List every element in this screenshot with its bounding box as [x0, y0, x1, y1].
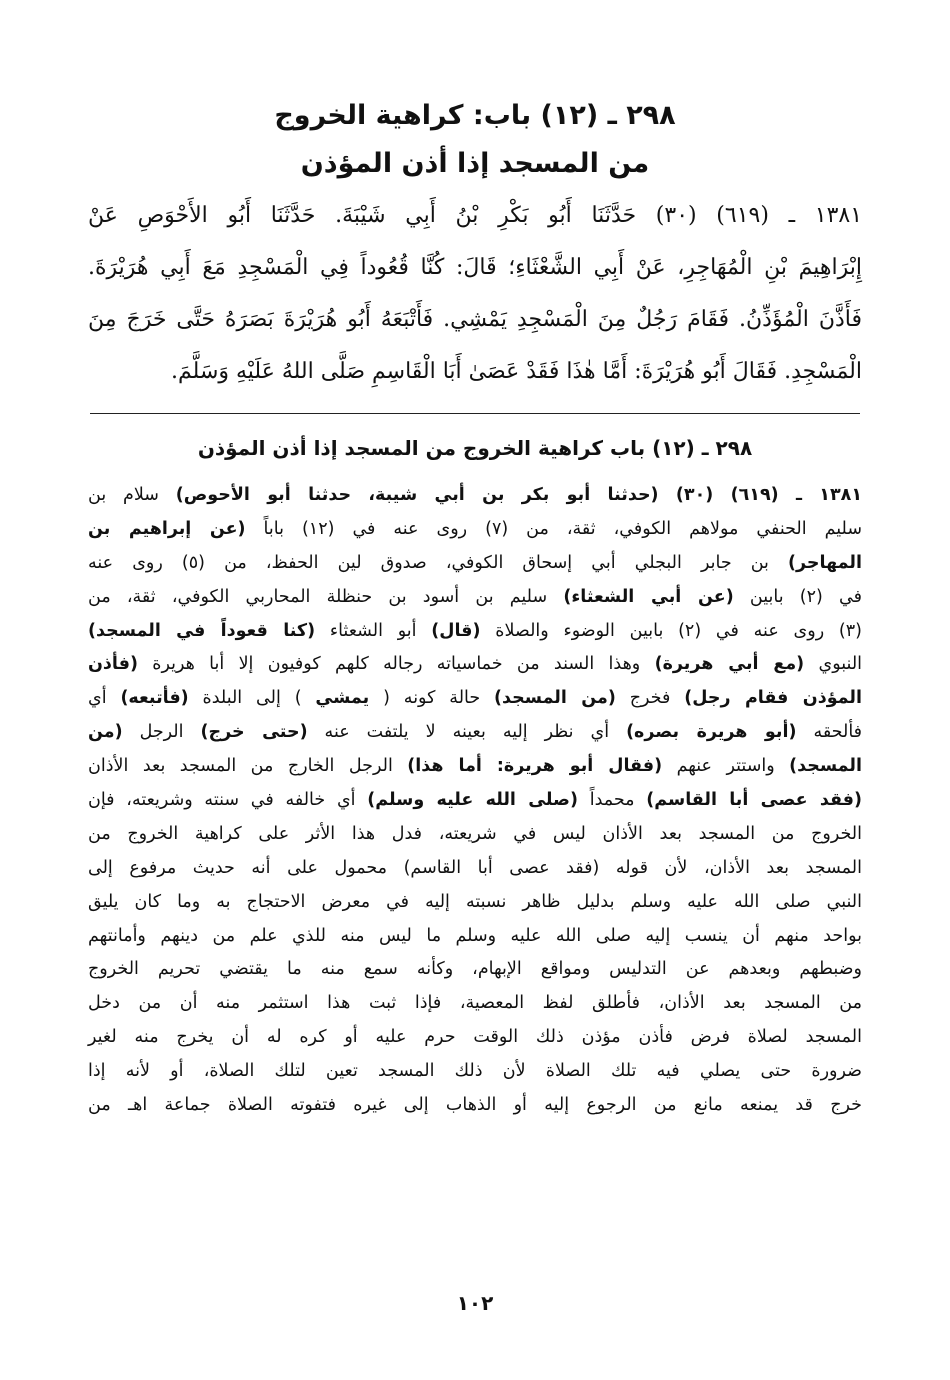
commentary-quoted-run: (قال) [431, 620, 481, 641]
commentary-run: الخروج من المسجد بعد الأذان ليس في شريعته، فدل هذا الأثر على كراهية الخروج من [88, 823, 862, 844]
commentary-line [88, 750, 862, 784]
commentary-line [88, 1055, 862, 1089]
commentary-line [88, 920, 862, 954]
commentary-run: من المسجد بعد الأذان، فأطلق لفظ المعصية، فإذا ثبت هذا استثمر منه أن من دخل [88, 993, 862, 1014]
commentary-quoted-run: المؤذن فقام رجل) [684, 688, 862, 709]
chapter-heading [90, 92, 860, 188]
hadith-line: الْمَسْجِدِ. فَقَالَ أَبُو هُرَيْرَةَ: أَمَّا هٰذَا فَقَدْ عَصَىٰ أَبَا الْقَاسِمِ صَلَّى اللهُ عَلَيْهِ وَسَلَّمَ. [171, 359, 862, 384]
commentary-quoted-run: (عن إبراهيم بن [88, 518, 246, 539]
commentary-run: أبو الشعثاء [315, 620, 432, 641]
commentary-line [88, 581, 862, 615]
commentary-line [88, 716, 862, 750]
commentary-quoted-run: (أبو هريرة بصره) [626, 722, 797, 743]
commentary-run: أي خالفه في سنته وشريعته، فإن [88, 790, 368, 811]
commentary-line [88, 479, 862, 513]
commentary-quoted-run: (حتى خرج) [200, 722, 308, 743]
commentary-line [88, 682, 862, 716]
commentary-quoted-run: (فقد عصى أبا القاسم) [646, 790, 862, 811]
commentary-line [88, 953, 862, 987]
commentary-quoted-run: (فقال أبو هريرة: أما هذا) [407, 756, 663, 777]
commentary-run: النبوي [804, 654, 863, 675]
commentary-quoted-run: (من [88, 722, 123, 743]
hadith-line: ١٣٨١ ـ (٦١٩) (٣٠) حَدَّثَنَا أَبُو بَكْرِ بْنُ أَبِي شَيْبَةَ. حَدَّثَنَا أَبُو الأَحْوَصِ عَنْ [88, 203, 863, 228]
hadith-line: فَأَذَّنَ الْمُؤَذِّنُ. فَقَامَ رَجُلٌ مِنَ الْمَسْجِدِ يَمْشِي. فَأَتْبَعَهُ أَبُو هُرَيْرَةَ بَصَرَهُ حَتَّى خَرَجَ مِنَ [88, 307, 863, 332]
commentary-run: بن جابر البجلي أبي إسحاق الكوفي، صدوق لين الحفظ، من (٥) روى عنه [88, 552, 789, 573]
commentary-quoted-run: (عن أبي الشعثاء) [563, 586, 734, 607]
commentary-line [88, 648, 862, 682]
commentary-run: المسجد بعد الأذان، لأن قوله (فقد عصى أبا القاسم) محمول على أنه حديث مرفوع إلى [88, 857, 862, 878]
commentary-line [88, 784, 862, 818]
commentary-run: فألحقه [796, 722, 863, 743]
commentary-line [88, 1089, 862, 1123]
page-number: ١٠٢ [456, 1291, 494, 1315]
commentary-line [88, 886, 862, 920]
commentary-quoted-run: ١٣٨١ ـ (٦١٩) (٣٠) (حدثنا أبو بكر بن أبي شيبة، حدثنا أبو الأحوص) [175, 485, 863, 505]
commentary-run: أي [88, 688, 121, 709]
commentary-run: سليم بن أسود بن حنظلة المحاربي الكوفي، ثقة، من [88, 586, 564, 607]
commentary-line [88, 987, 862, 1021]
commentary-run: وهذا السند من خماسياته رجاله كلهم كوفيون إلا أبا هريرة [137, 654, 655, 675]
commentary-quoted-run: (مع أبي هريرة) [654, 654, 805, 675]
commentary-line [88, 818, 862, 852]
commentary-quoted-run: يمشي [315, 688, 370, 709]
commentary-run: في (٢) بابين [733, 586, 862, 607]
commentary-line [88, 513, 862, 547]
commentary-run: سليم الحنفي مولاهم الكوفي، ثقة، من (٧) روى عنه في (١٢) باباً [245, 518, 863, 539]
commentary-run: المسجد لصلاة فرض فأذن مؤذن ذلك الوقت حرم عليه أو كره له أن يخرج منه لغير [88, 1027, 862, 1048]
chapter-heading-line-2: من المسجد إذا أذن المؤذن [300, 148, 650, 179]
commentary-line [88, 1021, 862, 1055]
commentary-text [88, 479, 862, 1123]
commentary-run: ضرورة حتى يصلي فيه تلك الصلاة لأن ذلك المسجد تعين لتلك الصلاة، أو لأنه إذا [88, 1061, 862, 1082]
commentary-run: وضبطهم وبعدهم عن التدليس ومواقع الإبهام، وكأنه سمع منه ما يقتضي تحريم الخروج [88, 959, 862, 980]
commentary-quoted-run: (فأذن [88, 654, 138, 675]
commentary-line [88, 547, 862, 581]
commentary-line [88, 852, 862, 886]
commentary-run: ) إلى البلدة [188, 688, 316, 709]
commentary-run: أي نظر إليه بعينه لا يلتفت عنه [307, 722, 627, 743]
commentary-title: ٢٩٨ ـ (١٢) باب كراهية الخروج من المسجد إذا أذن المؤذن [197, 436, 753, 460]
commentary-run: فخرج [615, 688, 685, 709]
commentary-quoted-run: (صلى الله عليه وسلم) [367, 790, 578, 811]
commentary-run: النبي صلى الله عليه وسلم بدليل ظاهر نسبته إليه في معرض الاحتجاج به وما كان يليق [88, 891, 862, 912]
commentary-run: حالة كونه ( [369, 688, 495, 709]
commentary-run: (٣) روى عنه في (٢) بابين الوضوء والصلاة [480, 620, 862, 641]
commentary-line [88, 615, 862, 649]
commentary-quoted-run: المهاجر) [788, 552, 862, 573]
hadith-text [88, 190, 862, 398]
commentary-run: محمداً [577, 790, 647, 811]
commentary-run: خرج قد يمنعه مانع من الرجوع إليه أو الذهاب إلى غيره فتفوته الصلاة جماعة اهـ من [88, 1095, 862, 1116]
commentary-run: بواحد منهم أن ينسب إليه صلى الله عليه وسلم ما ليس منه للذي علم من دينهم وأمانتهم [88, 925, 862, 946]
commentary-quoted-run: (كنا قعوداً في المسجد) [88, 620, 316, 641]
commentary-quoted-run: (فأتبعه) [120, 688, 189, 709]
commentary-run: الرجل الخارج من المسجد بعد الأذان [88, 756, 408, 777]
commentary-quoted-run: (من المسجد) [494, 688, 616, 709]
commentary-run: واستتر عنهم [662, 756, 790, 777]
commentary-run: سلام بن [88, 485, 176, 505]
section-divider [90, 413, 860, 414]
chapter-heading-line-1: ٢٩٨ ـ (١٢) باب: كراهية الخروج [274, 100, 676, 131]
hadith-line: إِبْرَاهِيمَ بْنِ الْمُهَاجِرِ، عَنْ أَبِي الشَّعْثَاءِ؛ قَالَ: كُنَّا قُعُوداً فِي الْمَسْجِدِ مَعَ أَبِي هُرَيْرَةَ. [88, 255, 862, 280]
commentary-quoted-run: المسجد) [789, 756, 862, 777]
commentary-run: الرجل [122, 722, 201, 743]
